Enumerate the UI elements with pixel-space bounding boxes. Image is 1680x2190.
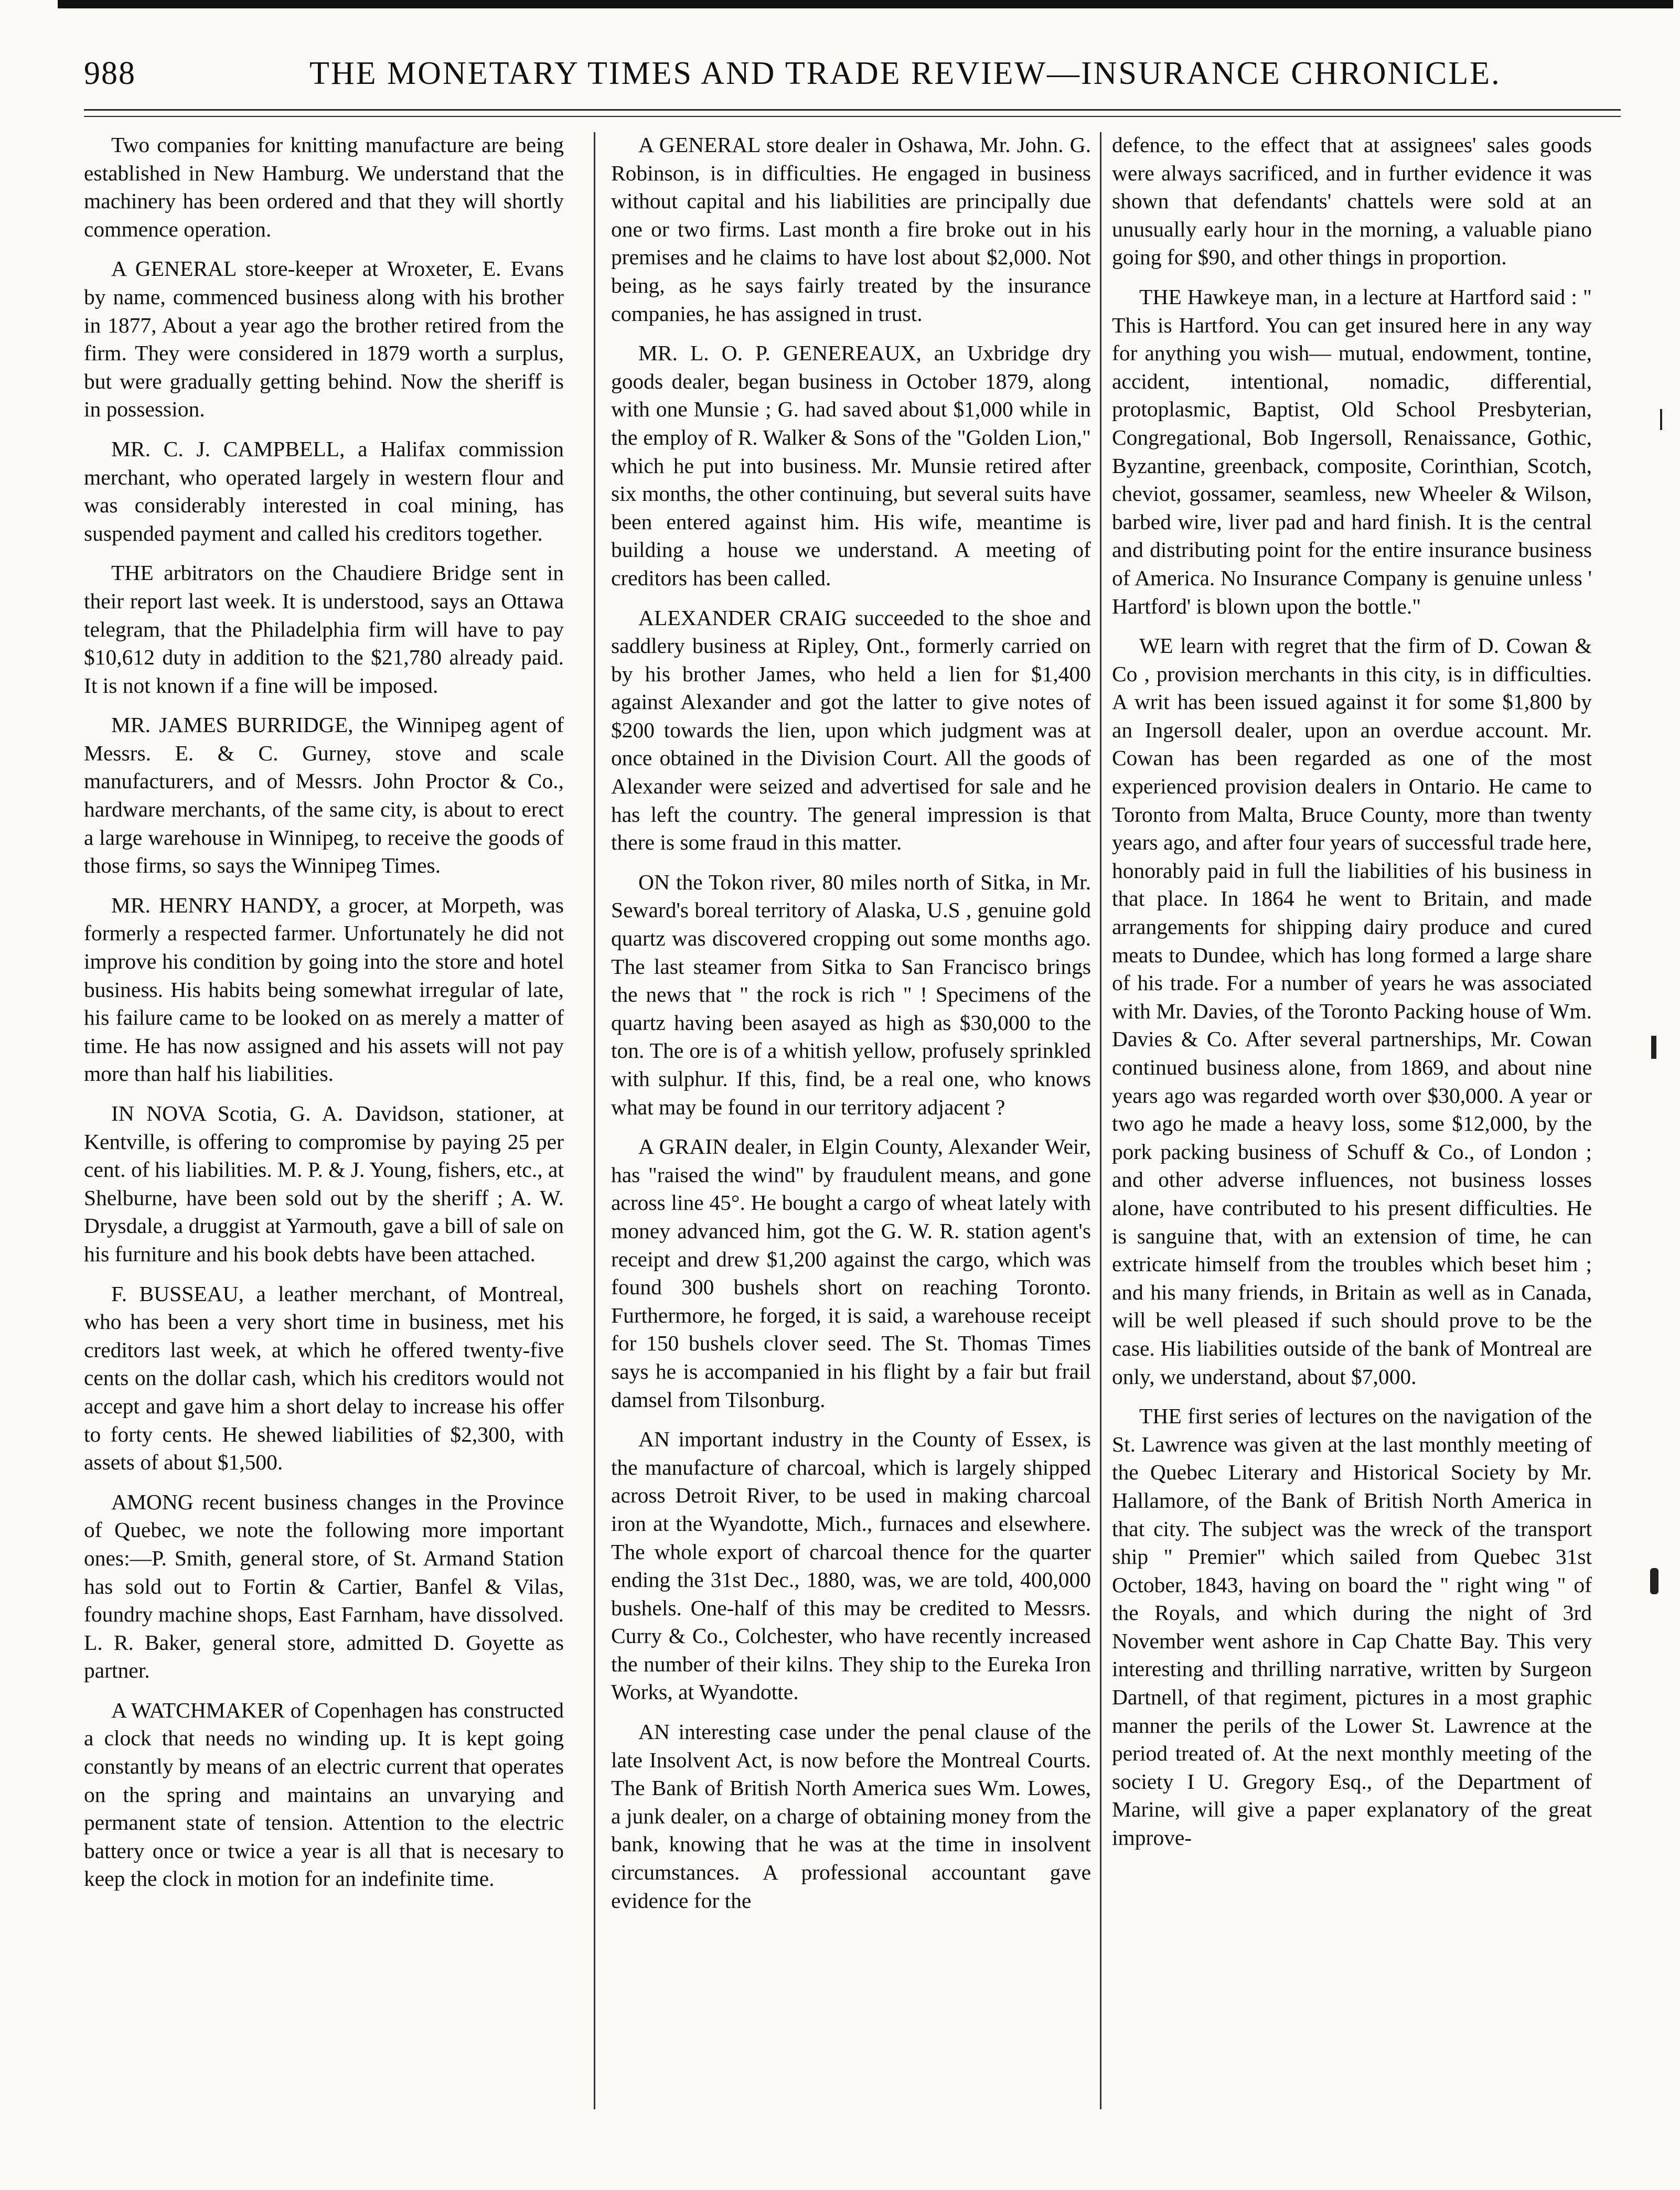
margin-mark [1650,1568,1658,1594]
page-number: 988 [84,56,136,91]
article-paragraph: MR. C. J. CAMPBELL, a Halifax commission merchant, who operated largely in western flour and was considerably interested in coal mining, has suspended payment and called his creditors together. [84,436,564,545]
article-paragraph: MR. L. O. P. GENEREAUX, an Uxbridge dry goods dealer, began business in October 1879, along with one Munsie ; G. had saved about $1,000 while in the employ of R. Walker & Sons of the "Golden Lion," which he put into business. Mr. Munsie retired after six months, the other continuing, but several suits have been entered against him. His wife, meantime is building a house we understand. A meeting of creditors has been called. [611,341,1091,590]
margin-mark [1651,1036,1656,1059]
running-title: THE MONETARY TIMES AND TRADE REVIEW—INSURANCE CHRONICLE. [309,56,1501,91]
top-border-rule [58,0,1673,14]
column-3 [1112,131,1592,1864]
article-paragraph: ON the Tokon river, 80 miles north of Sitka, in Mr. Seward's boreal territory of Alaska, U.S , genuine gold quartz was discovered cropping out some months ago. The last steamer from Sitka to San Francisco brings the news that " the rock is rich " ! Specimens of the quartz having been asayed as high as $30,000 to the ton. The ore is of a whitish yellow, profusely sprinkled with sulphur. If this, find, be a real one, who knows what may be found in our territory adjacent ? [611,869,1091,1119]
article-paragraph: IN NOVA Scotia, G. A. Davidson, stationer, at Kentville, is offering to compromise by paying 25 per cent. of his liabilities. M. P. & J. Young, fishers, etc., at Shelburne, have been sold out by the sheriff ; A. W. Drysdale, a druggist at Yarmouth, gave a bill of sale on his furniture and his book debts have been attached. [84,1101,564,1266]
article-paragraph: A WATCHMAKER of Copenhagen has constructed a clock that needs no winding up. It is kept going constantly by means of an electric current that operates on the spring and maintains an unvarying and permanent state of tension. Attention to the electric battery once or twice a year is all that is necesary to keep the clock in motion for an indefinite time. [84,1698,564,1891]
header-double-rule [84,109,1621,117]
article-paragraph: THE Hawkeye man, in a lecture at Hartford said : " This is Hartford. You can get insured here in any way for anything you wish— mutual, endowment, tontine, accident, intentional, nomadic, differential, protoplasmic, Baptist, Old School Presbyterian, Congregational, Bob Ingersoll, Renaissance, Gothic, Byzantine, greenback, composite, Corinthian, Scotch, cheviot, gossamer, seamless, new Wheeler & Wilson, barbed wire, liver pad and hard finish. It is the central and distributing point for the entire insurance business of America. No Insurance Company is genuine unless ' Hartford' is blown upon the bottle." [1112,284,1592,618]
article-paragraph: AMONG recent business changes in the Province of Quebec, we note the following more important ones:—P. Smith, general store, of St. Armand Station has sold out to Fortin & Cartier, Banfel & Vilas, foundry machine shops, East Farnham, have dissolved. L. R. Baker, general store, admitted D. Goyette as partner. [84,1489,564,1683]
page-header [84,50,1621,108]
article-paragraph: A GENERAL store-keeper at Wroxeter, E. Evans by name, commenced business along with his brother in 1877, About a year ago the brother retired from the firm. They were considered in 1879 worth a surplus, but were gradually getting behind. Now the sheriff is in possession. [84,256,564,422]
column-1 [84,131,564,1905]
article-paragraph: A GENERAL store dealer in Oshawa, Mr. John. G. Robinson, is in difficulties. He engaged in business without capital and his liabilities are principally due one or two firms. Last month a fire broke out in his premises and he claims to have lost about $2,000. Not being, as he says fairly treated by the insurance companies, he has assigned in trust. [611,133,1091,326]
article-paragraph: F. BUSSEAU, a leather merchant, of Montreal, who has been a very short time in business, met his creditors last week, at which he offered twenty-five cents on the dollar cash, which his creditors would not accept and gave him a short delay to increase his offer to forty cents. He shewed liabilities of $2,300, with assets of about $1,500. [84,1281,564,1475]
article-paragraph: defence, to the effect that at assignees' sales goods were always sacrificed, and in further evidence it was shown that defendants' chattels were sold at an unusually early hour in the morning, a valuable piano going for $90, and other things in proportion. [1112,133,1592,270]
article-paragraph: A GRAIN dealer, in Elgin County, Alexander Weir, has "raised the wind" by fraudulent means, and gone across line 45°. He bought a cargo of wheat lately with money advanced him, got the G. W. R. station agent's receipt and drew $1,200 against the cargo, which was found 300 bushels short on reaching Toronto. Furthermore, he forged, it is said, a warehouse receipt for 150 bushels clover seed. The St. Thomas Times says he is accompanied in his flight by a fair but frail damsel from Tilsonburg. [611,1134,1091,1412]
article-paragraph: WE learn with regret that the firm of D. Cowan & Co , provision merchants in this city, is in difficulties. A writ has been issued against it for some $1,800 by an Ingersoll dealer, upon an overdue account. Mr. Cowan has been regarded as one of the most experienced provision dealers in Ontario. He came to Toronto from Malta, Bruce County, more than twenty years ago, and after four years of successful trade here, honorably paid in full the liabilities of his business in that place. In 1864 he went to Britain, and made arrangements for shipping dairy produce and cured meats to Dundee, which has long formed a large share of his trade. For a number of years he was associated with Mr. Davies, of the Toronto Packing house of Wm. Davies & Co. After several partnerships, Mr. Cowan continued business alone, from 1869, and about nine years ago was regarded worth over $30,000. A year or two ago he made a heavy loss, some $12,000, by the pork packing business of Schuff & Co., of London ; and other adverse influences, not business losses alone, have contributed to his present difficulties. He is sanguine that, with an extension of time, he can extricate himself from the troubles which beset him ; and his many friends, in Britain as well as in Canada, will be well pleased if such should prove to be the case. His liabilities outside of the bank of Montreal are only, we understand, about $7,000. [1112,634,1592,1389]
column-2 [611,131,1091,1926]
article-paragraph: THE first series of lectures on the navigation of the St. Lawrence was given at the last monthly meeting of the Quebec Literary and Historical Society by Mr. Hallamore, of the Bank of British North America in that city. The subject was the wreck of the transport ship " Premier" which sailed from Quebec 31st October, 1843, having on board the " right wing " of the Royals, and which during the night of 3rd November went ashore in Cap Chatte Bay. This very interesting and thrilling narrative, written by Surgeon Dartnell, of that regiment, pictures in a most graphic manner the perils of the Lower St. Lawrence at the period treated of. At the next monthly meeting of the society I U. Gregory Esq., of the Department of Marine, will give a paper explanatory of the great improve- [1112,1404,1592,1850]
margin-mark [1660,409,1662,430]
article-paragraph: ALEXANDER CRAIG succeeded to the shoe and saddlery business at Ripley, Ont., formerly carried on by his brother James, who held a lien for $1,400 against Alexander and got the latter to give notes of $200 towards the lien, upon which judgment was at once obtained in the Division Court. All the goods of Alexander were seized and advertised for sale and he has left the country. The general impression is that there is some fraud in this matter. [611,605,1091,855]
article-paragraph: MR. HENRY HANDY, a grocer, at Morpeth, was formerly a respected farmer. Unfortunately he did not improve his condition by going into the store and hotel business. His habits being somewhat irregular of late, his failure came to be looked on as merely a matter of time. He has now assigned and his assets will not pay more than half his liabilities. [84,893,564,1086]
column-divider [1100,132,1101,2109]
article-paragraph: AN important industry in the County of Essex, is the manufacture of charcoal, which is largely shipped across Detroit River, to be used in making charcoal iron at the Wyandotte, Mich., furnaces and elsewhere. The whole export of charcoal thence for the quarter ending the 31st Dec., 1880, was, we are told, 400,000 bushels. One-half of this may be credited to Messrs. Curry & Co., Colchester, who have recently increased the number of their kilns. They ship to the Eureka Iron Works, at Wyandotte. [611,1427,1091,1704]
article-paragraph: THE arbitrators on the Chaudiere Bridge sent in their report last week. It is understood, says an Ottawa telegram, that the Philadelphia firm will have to pay $10,612 duty in addition to the $21,780 already paid. It is not known if a fine will be imposed. [84,561,564,697]
article-paragraph: Two companies for knitting manufacture are being established in New Hamburg. We understand that the machinery has been ordered and that they will shortly commence operation. [84,133,564,241]
column-divider [594,132,595,2109]
article-paragraph: MR. JAMES BURRIDGE, the Winnipeg agent of Messrs. E. & C. Gurney, stove and scale manufacturers, and of Messrs. John Proctor & Co., hardware merchants, of the same city, is about to erect a large warehouse in Winnipeg, to receive the goods of those firms, so says the Winnipeg Times. [84,713,564,878]
article-paragraph: AN interesting case under the penal clause of the late Insolvent Act, is now before the Montreal Courts. The Bank of British North America sues Wm. Lowes, a junk dealer, on a charge of obtaining money from the bank, knowing that he was at the time in insolvent circumstances. A professional accountant gave evidence for the [611,1720,1091,1913]
